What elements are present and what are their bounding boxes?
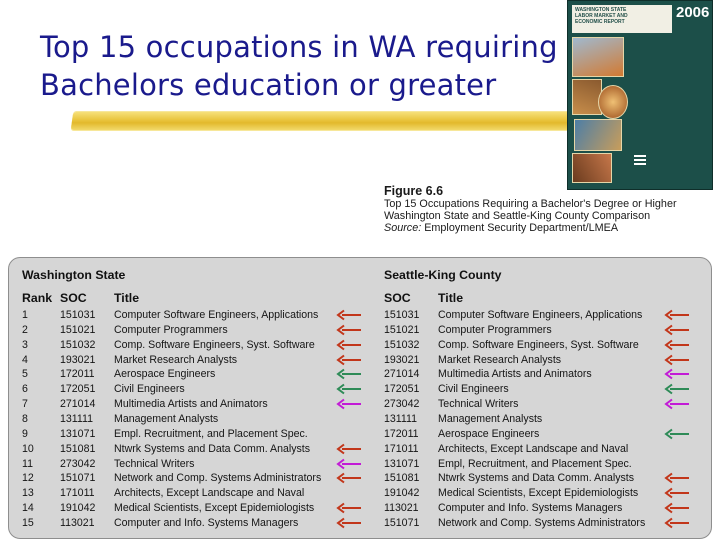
soc-cell: 151021 (60, 323, 96, 336)
rank-cell: 1 (22, 309, 28, 321)
figure-source: Source: Employment Security Department/LMEA (384, 222, 619, 234)
seattle-title-cell: Ntwrk Systems and Data Comm. Analysts (438, 472, 635, 485)
column-header-title-seattle: Title (438, 291, 464, 305)
rank-cell: 15 (22, 516, 34, 529)
left-arrow-icon (336, 398, 362, 410)
table-row (0, 367, 720, 382)
table-row (0, 338, 720, 353)
seattle-title-cell: Market Research Analysts (438, 353, 562, 366)
figure-caption (384, 185, 677, 234)
left-arrow-icon (664, 398, 690, 410)
seattle-title-cell: Network and Comp. Systems Administrators (438, 516, 646, 529)
title-cell: Civil Engineers (114, 383, 185, 396)
rank-cell: 8 (22, 412, 28, 425)
seattle-title-cell: Aerospace Engineers (438, 427, 540, 440)
left-arrow-icon (664, 383, 690, 395)
left-arrow-icon (336, 339, 362, 351)
left-arrow-icon (336, 458, 362, 470)
left-arrow-icon (336, 472, 362, 484)
seattle-soc-cell: 172051 (384, 383, 420, 396)
seattle-title-cell: Computer Software Engineers, Applications (438, 309, 643, 321)
seattle-title-cell: Empl, Recruitment, and Placement Spec. (438, 457, 632, 470)
rank-cell: 9 (22, 427, 28, 440)
seattle-soc-cell: 191042 (384, 487, 420, 500)
left-arrow-icon (664, 309, 690, 321)
cover-year: 2006 (676, 4, 710, 21)
title-cell: Medical Scientists, Except Epidemiologists (114, 502, 315, 515)
soc-cell: 131111 (60, 412, 93, 425)
left-arrow-icon (336, 443, 362, 455)
column-header-rank: Rank (22, 291, 53, 305)
cover-photo-collage (572, 37, 624, 187)
soc-cell: 171011 (60, 487, 95, 500)
seattle-soc-cell: 151021 (384, 323, 420, 336)
left-arrow-icon (664, 339, 690, 351)
left-arrow-icon (664, 487, 690, 499)
figure-label: Figure 6.6 (384, 184, 444, 198)
slide-title (40, 28, 580, 104)
table-row (0, 471, 720, 486)
title-cell: Management Analysts (114, 412, 219, 425)
title-cell: Technical Writers (114, 457, 195, 470)
left-arrow-icon (336, 309, 362, 321)
seattle-soc-cell: 193021 (384, 353, 420, 366)
soc-cell: 273042 (60, 457, 96, 470)
seattle-title-cell: Civil Engineers (438, 383, 509, 396)
title-cell: Computer Programmers (114, 323, 228, 336)
rank-cell: 4 (22, 353, 28, 366)
seattle-soc-cell: 131071 (384, 457, 420, 470)
table-row (0, 457, 720, 472)
left-arrow-icon (336, 368, 362, 380)
seattle-soc-cell: 171011 (384, 442, 419, 455)
title-cell: Computer Software Engineers, Applications (114, 309, 319, 321)
left-arrow-icon (336, 324, 362, 336)
title-cell: Multimedia Artists and Animators (114, 398, 268, 411)
figure-title-line-1: Top 15 Occupations Requiring a Bachelor's Degree or Higher (384, 198, 677, 210)
seattle-title-cell: Computer Programmers (438, 323, 552, 336)
table-row (0, 486, 720, 501)
table-row (0, 412, 720, 427)
soc-cell: 113021 (60, 516, 95, 529)
left-arrow-icon (664, 502, 690, 514)
title-highlight-stroke (71, 112, 586, 130)
seattle-soc-cell: 271014 (384, 368, 420, 381)
soc-cell: 151071 (60, 472, 96, 485)
column-header-title: Title (114, 291, 140, 305)
title-cell: Comp. Software Engineers, Syst. Software (114, 338, 315, 351)
slide-title-line-2: Bachelors education or greater (40, 68, 497, 102)
column-header-soc: SOC (60, 291, 87, 305)
title-cell: Ntwrk Systems and Data Comm. Analysts (114, 442, 311, 455)
seattle-title-cell: Comp. Software Engineers, Syst. Software (438, 338, 639, 351)
title-cell: Architects, Except Landscape and Naval (114, 487, 305, 500)
rank-cell: 3 (22, 338, 28, 351)
seattle-soc-cell: 113021 (384, 502, 419, 515)
soc-cell: 151031 (60, 309, 96, 321)
rank-cell: 7 (22, 398, 28, 411)
soc-cell: 151032 (60, 338, 96, 351)
washington-state-heading: Washington State (22, 268, 126, 282)
rank-cell: 10 (22, 442, 34, 455)
table-row (0, 501, 720, 516)
left-arrow-icon (336, 354, 362, 366)
seattle-title-cell: Computer and Info. Systems Managers (438, 502, 623, 515)
seattle-soc-cell: 151081 (384, 472, 420, 485)
left-arrow-icon (664, 368, 690, 380)
seattle-title-cell: Technical Writers (438, 398, 519, 411)
soc-cell: 151081 (60, 442, 96, 455)
table-row (0, 382, 720, 397)
seattle-soc-cell: 151071 (384, 516, 420, 529)
rank-cell: 2 (22, 323, 28, 336)
seattle-title-cell: Architects, Except Landscape and Naval (438, 442, 629, 455)
seattle-soc-cell: 172011 (384, 427, 419, 440)
title-cell: Computer and Info. Systems Managers (114, 516, 299, 529)
left-arrow-icon (336, 383, 362, 395)
left-arrow-icon (664, 428, 690, 440)
seattle-title-cell: Medical Scientists, Except Epidemiologists (438, 487, 639, 500)
rank-cell: 13 (22, 487, 34, 500)
rank-cell: 12 (22, 472, 34, 485)
soc-cell: 193021 (60, 353, 96, 366)
seattle-title-cell: Multimedia Artists and Animators (438, 368, 592, 381)
soc-cell: 271014 (60, 398, 96, 411)
column-header-soc-seattle: SOC (384, 291, 411, 305)
figure-title-line-2: Washington State and Seattle-King County Comparison (384, 210, 651, 222)
rank-cell: 6 (22, 383, 28, 396)
soc-cell: 172011 (60, 368, 95, 381)
table-row (0, 516, 720, 531)
soc-cell: 172051 (60, 383, 96, 396)
table-row (0, 397, 720, 412)
table-row (0, 427, 720, 442)
left-arrow-icon (664, 472, 690, 484)
soc-cell: 131071 (60, 427, 96, 440)
seattle-soc-cell: 273042 (384, 398, 420, 411)
seattle-king-county-heading: Seattle-King County (384, 268, 502, 282)
title-cell: Network and Comp. Systems Administrators (114, 472, 322, 485)
table-row (0, 442, 720, 457)
title-cell: Aerospace Engineers (114, 368, 216, 381)
seattle-title-cell: Management Analysts (438, 412, 543, 425)
cover-logo (634, 153, 690, 171)
slide-title-line-1: Top 15 occupations in WA requiring (40, 30, 558, 64)
table-row (0, 353, 720, 368)
rank-cell: 11 (22, 457, 33, 470)
left-arrow-icon (664, 517, 690, 529)
seattle-soc-cell: 151031 (384, 309, 420, 321)
left-arrow-icon (336, 502, 362, 514)
rank-cell: 5 (22, 368, 28, 381)
seattle-soc-cell: 151032 (384, 338, 420, 351)
seattle-soc-cell: 131111 (384, 412, 417, 425)
table-row (0, 323, 720, 338)
left-arrow-icon (664, 354, 690, 366)
table-row (0, 308, 720, 323)
title-cell: Market Research Analysts (114, 353, 238, 366)
cover-header: WASHINGTON STATE LABOR MARKET AND ECONOMIC REPORT (572, 5, 672, 33)
left-arrow-icon (336, 517, 362, 529)
rank-cell: 14 (22, 502, 34, 515)
left-arrow-icon (664, 324, 690, 336)
title-cell: Empl. Recruitment, and Placement Spec. (114, 427, 308, 440)
soc-cell: 191042 (60, 502, 96, 515)
report-cover-image (567, 0, 713, 190)
